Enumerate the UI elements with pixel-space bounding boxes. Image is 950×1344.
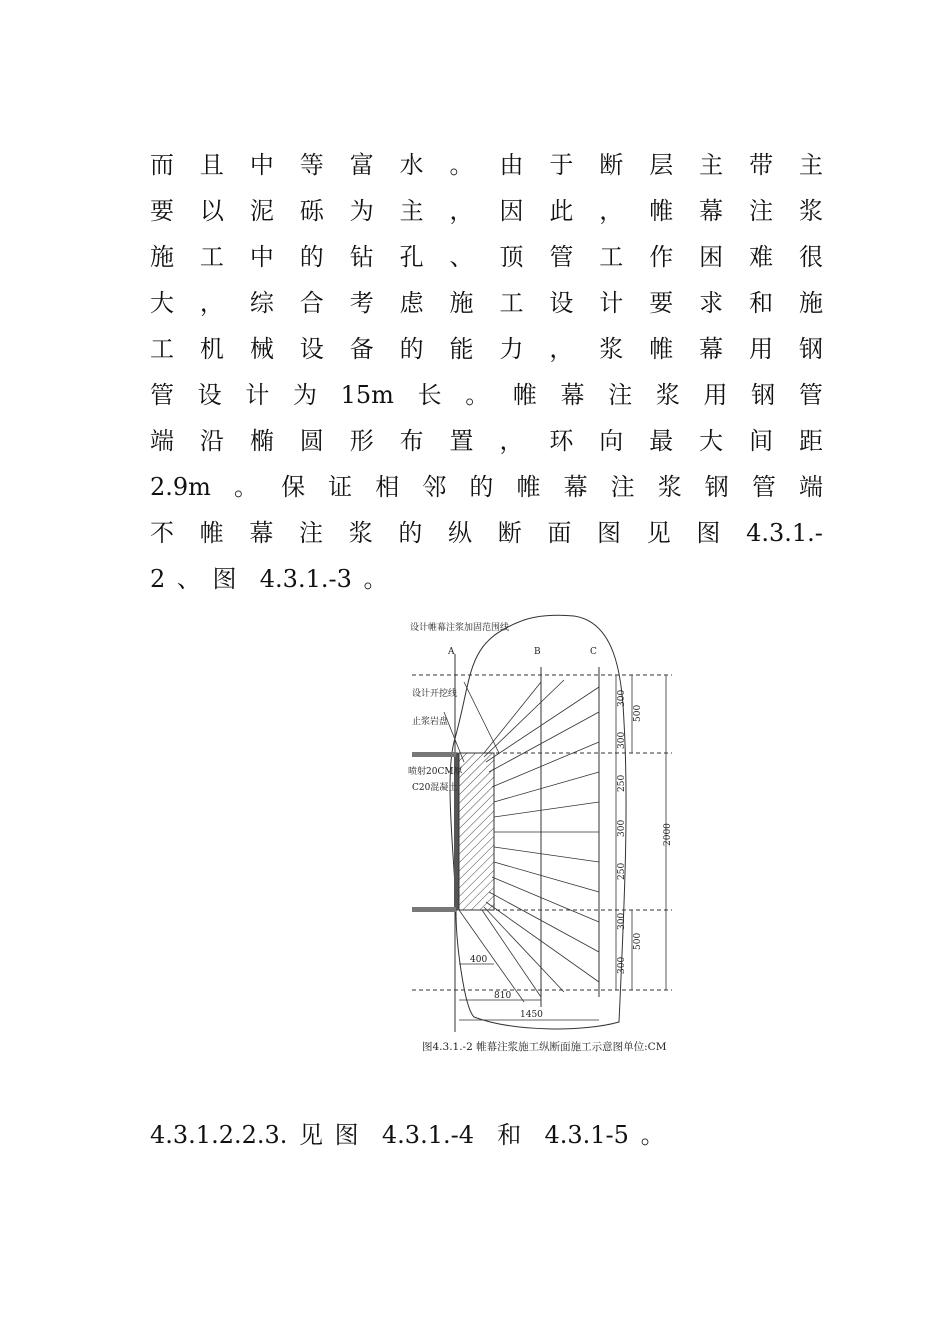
grouting-section-diagram bbox=[404, 612, 686, 1064]
paragraph-line-7: 端 沿 椭 圆 形 布 置 ， 环 向 最 大 间 距 bbox=[150, 427, 823, 455]
figure-caption: 图4.3.1.-2 帷幕注浆施工纵断面施工示意图单位:CM bbox=[422, 1041, 667, 1053]
paragraph-line-9: 不 帷 幕 注 浆 的 纵 断 面 图 见 图 4.3.1.- bbox=[150, 519, 823, 547]
dim-810: 810 bbox=[494, 991, 512, 1001]
paragraph-line-10: 2 、 图 4.3.1.-3 。 bbox=[150, 565, 388, 593]
col-b-label: B bbox=[534, 647, 541, 657]
dim-500-low: 500 bbox=[633, 932, 643, 950]
dim-300-mid: 300 bbox=[617, 731, 627, 749]
paragraph-line-4: 大 ， 综 合 考 虑 施 工 设 计 要 求 和 施 bbox=[150, 289, 823, 317]
dim-300-bot: 300 bbox=[617, 956, 627, 974]
col-c-label: C bbox=[590, 647, 597, 657]
dim-300-top: 300 bbox=[617, 689, 627, 707]
shotcrete-label-2: C20混凝土 bbox=[412, 783, 458, 793]
footer-line: 4.3.1.2.2.3. 见 图 4.3.1.-4 和 4.3.1-5 。 bbox=[150, 1121, 665, 1149]
shotcrete-label-1: 喷射20CM厚 bbox=[408, 767, 463, 777]
dim-2000: 2000 bbox=[663, 823, 673, 846]
excavation-label: 设计开挖线 bbox=[412, 689, 458, 699]
paragraph-line-8: 2.9m 。 保 证 相 邻 的 帷 幕 注 浆 钢 管 端 bbox=[150, 473, 823, 501]
dim-250-a: 250 bbox=[617, 774, 627, 792]
paragraph-line-6: 管 设 计 为 15m 长 。 帷 幕 注 浆 用 钢 管 bbox=[150, 381, 823, 409]
rock-plate-hatch bbox=[459, 753, 494, 910]
paragraph-line-5: 工 机 械 设 备 的 能 力 ， 浆 帷 幕 用 钢 bbox=[150, 335, 823, 363]
dim-400: 400 bbox=[470, 955, 488, 965]
col-a-label: A bbox=[448, 647, 455, 657]
boundary-label: 设计帷幕注浆加固范围线 bbox=[410, 623, 510, 633]
paragraph-line-1: 而 且 中 等 富 水 。 由 于 断 层 主 带 主 bbox=[150, 151, 823, 179]
dim-300-c: 300 bbox=[617, 819, 627, 837]
dim-1450: 1450 bbox=[520, 1010, 543, 1020]
dim-300-low: 300 bbox=[617, 912, 627, 930]
dim-250-b: 250 bbox=[617, 862, 627, 880]
paragraph-line-3: 施 工 中 的 钻 孔 、 顶 管 工 作 困 难 很 bbox=[150, 243, 823, 271]
paragraph-line-2: 要 以 泥 砾 为 主 ， 因 此 ， 帷 幕 注 浆 bbox=[150, 197, 823, 225]
dim-500-top: 500 bbox=[633, 704, 643, 722]
rock-plate-label: 止浆岩盘 bbox=[412, 717, 449, 727]
